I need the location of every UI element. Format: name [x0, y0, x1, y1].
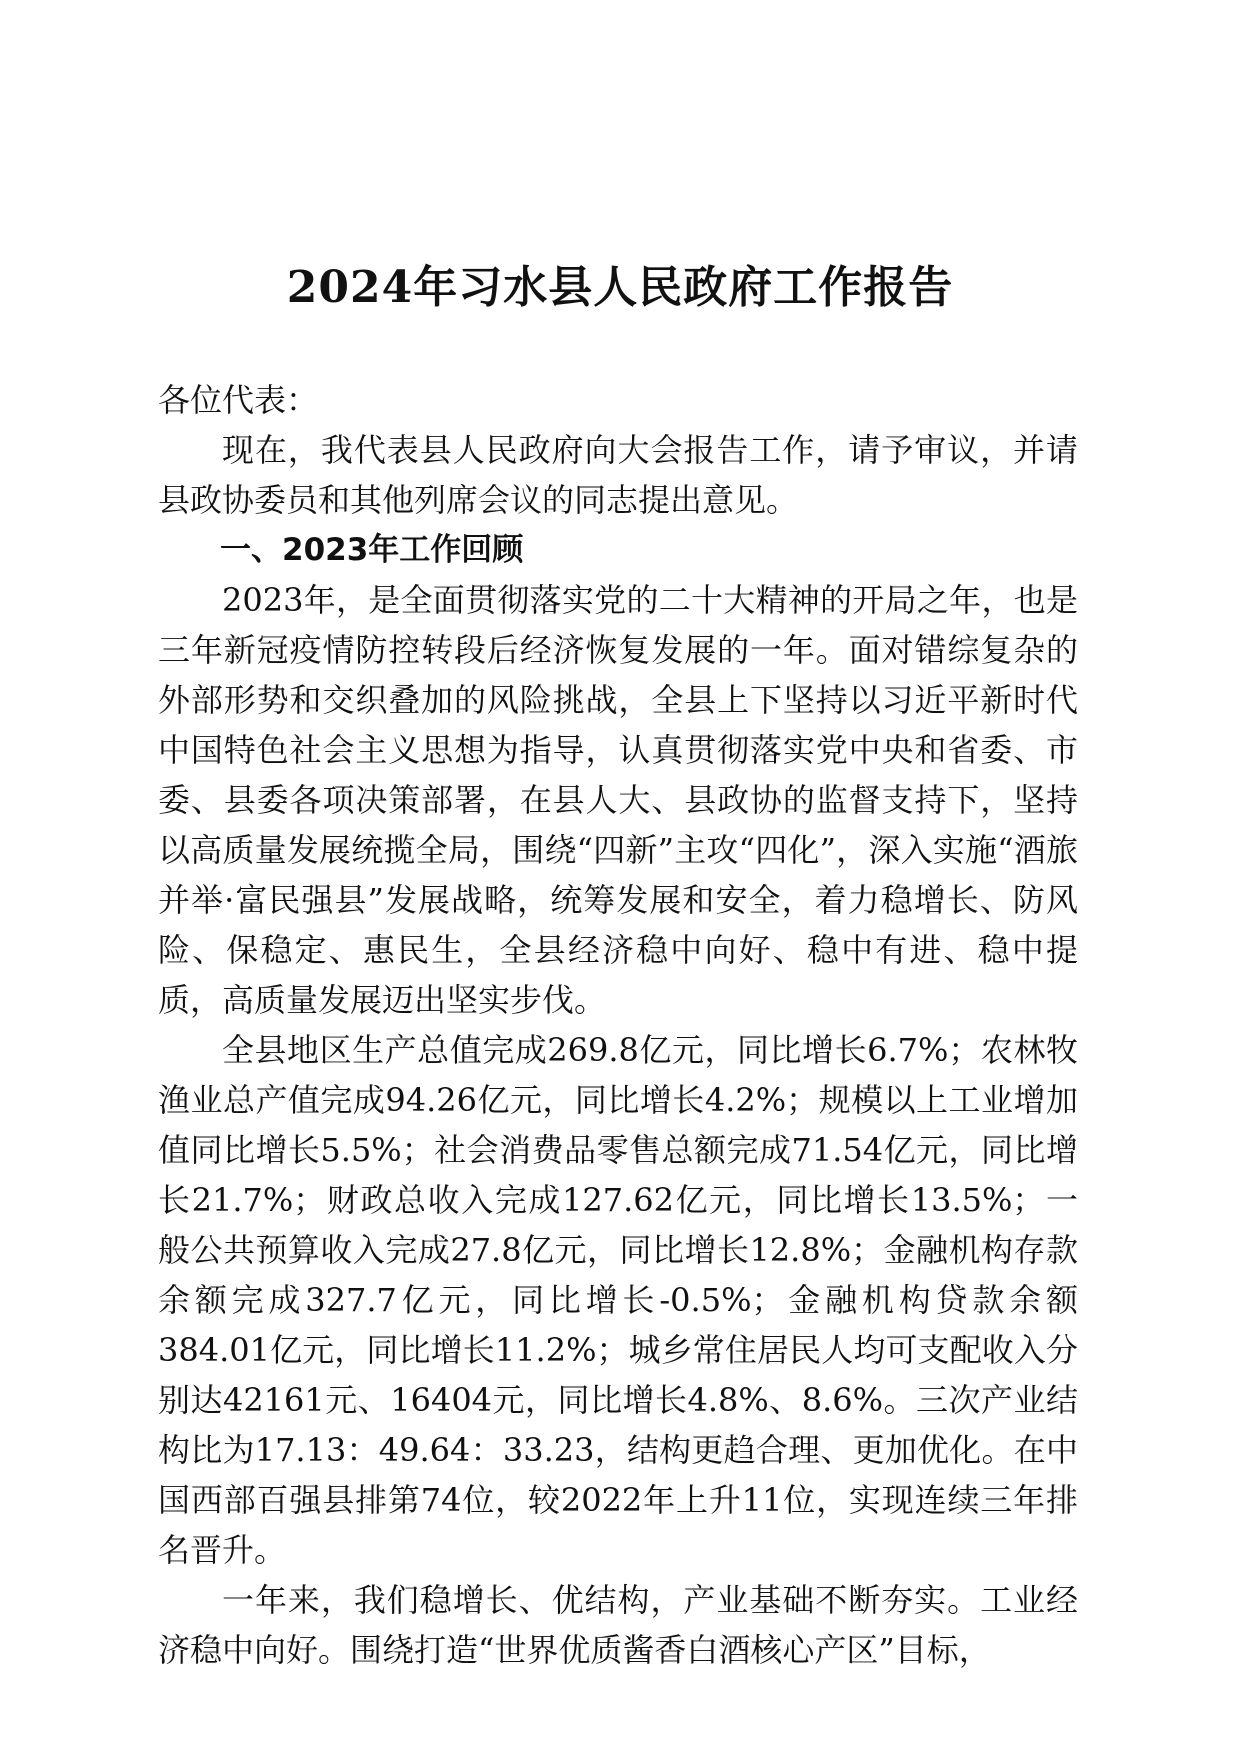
body-paragraph: 现在，我代表县人民政府向大会报告工作，请予审议，并请县政协委员和其他列席会议的同志提出意见。 — [158, 431, 1078, 519]
salutation: 各位代表： — [158, 381, 319, 419]
body-paragraph: 2023年，是全面贯彻落实党的二十大精神的开局之年，也是三年新冠疫情防控转段后经济恢复发展的一年。面对错综复杂的外部形势和交织叠加的风险挑战，全县上下坚持以习近平新时代中国特色社会主义思想为指导，认真贯彻落实党中央和省委、市委、县委各项决策部署，在县人大、县政协的监督支持下，坚持以高质量发展统揽全局，围绕“四新”主攻“四化”，深入实施“酒旅并举·富民强县”发展战略，统筹发展和安全，着力稳增长、防风险、保稳定、惠民生，全县经济稳中向好、稳中有进、稳中提质，高质量发展迈出坚实步伐。 — [158, 581, 1078, 1019]
document-title: 2024年习水县人民政府工作报告 — [286, 262, 954, 313]
section-heading: 一、2023年工作回顾 — [220, 532, 524, 568]
body-paragraph: 一年来，我们稳增长、优结构，产业基础不断夯实。工业经济稳中向好。围绕打造“世界优质酱香白酒核心产区”目标， — [158, 1581, 1078, 1669]
document-body — [158, 375, 1078, 1675]
body-paragraph: 全县地区生产总值完成269.8亿元，同比增长6.7%；农林牧渔业总产值完成94.26亿元，同比增长4.2%；规模以上工业增加值同比增长5.5%；社会消费品零售总额完成71.54亿元，同比增长21.7%；财政总收入完成127.62亿元，同比增长13.5%；一般公共预算收入完成27.8亿元，同比增长12.8%；金融机构存款余额完成327.7亿元，同比增长-0.5%；金融机构贷款余额384.01亿元，同比增长11.2%；城乡常住居民人均可支配收入分别达42161元、16404元，同比增长4.8%、8.6%。三次产业结构比为17.13：49.64：33.23，结构更趋合理、更加优化。在中国西部百强县排第74位，较2022年上升11位，实现连续三年排名晋升。 — [158, 1031, 1078, 1569]
